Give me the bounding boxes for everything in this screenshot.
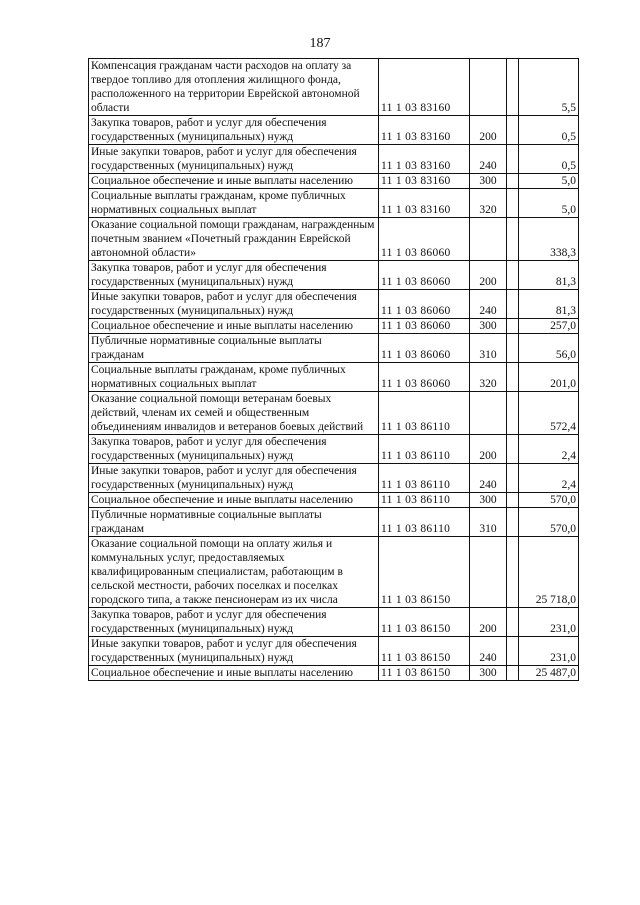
row-empty-cell bbox=[507, 174, 519, 189]
row-empty-cell bbox=[507, 537, 519, 608]
table-row bbox=[89, 334, 579, 363]
row-type: 240 bbox=[470, 464, 507, 493]
row-sum: 5,5 bbox=[519, 59, 579, 116]
row-type: 300 bbox=[470, 319, 507, 334]
row-type: 310 bbox=[470, 334, 507, 363]
table-row bbox=[89, 116, 579, 145]
row-name: Социальное обеспечение и иные выплаты населению bbox=[89, 319, 379, 334]
row-sum: 338,3 bbox=[519, 218, 579, 261]
row-empty-cell bbox=[507, 145, 519, 174]
row-name: Социальное обеспечение и иные выплаты населению bbox=[89, 174, 379, 189]
row-sum: 570,0 bbox=[519, 508, 579, 537]
row-name: Иные закупки товаров, работ и услуг для обеспечения государственных (муниципальных) нужд bbox=[89, 637, 379, 666]
row-sum: 257,0 bbox=[519, 319, 579, 334]
row-empty-cell bbox=[507, 290, 519, 319]
row-code: 11 1 03 86150 bbox=[379, 666, 470, 681]
row-empty-cell bbox=[507, 218, 519, 261]
table-row bbox=[89, 666, 579, 681]
row-code: 11 1 03 86060 bbox=[379, 218, 470, 261]
table-row bbox=[89, 392, 579, 435]
row-type: 300 bbox=[470, 493, 507, 508]
row-type: 320 bbox=[470, 189, 507, 218]
row-type: 300 bbox=[470, 174, 507, 189]
row-empty-cell bbox=[507, 637, 519, 666]
budget-table bbox=[88, 58, 579, 681]
row-type: 200 bbox=[470, 116, 507, 145]
row-type: 310 bbox=[470, 508, 507, 537]
budget-table-body bbox=[89, 59, 579, 681]
row-code: 11 1 03 86110 bbox=[379, 493, 470, 508]
row-code: 11 1 03 83160 bbox=[379, 116, 470, 145]
row-sum: 81,3 bbox=[519, 261, 579, 290]
row-type bbox=[470, 59, 507, 116]
row-name: Социальные выплаты гражданам, кроме публичных нормативных социальных выплат bbox=[89, 363, 379, 392]
row-name: Социальные выплаты гражданам, кроме публичных нормативных социальных выплат bbox=[89, 189, 379, 218]
table-row bbox=[89, 145, 579, 174]
row-code: 11 1 03 86060 bbox=[379, 319, 470, 334]
row-sum: 25 718,0 bbox=[519, 537, 579, 608]
row-code: 11 1 03 86060 bbox=[379, 290, 470, 319]
table-row bbox=[89, 319, 579, 334]
row-sum: 5,0 bbox=[519, 189, 579, 218]
row-sum: 5,0 bbox=[519, 174, 579, 189]
row-empty-cell bbox=[507, 464, 519, 493]
row-sum: 231,0 bbox=[519, 608, 579, 637]
row-name: Оказание социальной помощи ветеранам боевых действий, членам их семей и общественным объединениям инвалидов и ветеранов боевых действий bbox=[89, 392, 379, 435]
table-row bbox=[89, 174, 579, 189]
row-code: 11 1 03 86060 bbox=[379, 261, 470, 290]
row-name: Закупка товаров, работ и услуг для обеспечения государственных (муниципальных) нужд bbox=[89, 435, 379, 464]
row-sum: 81,3 bbox=[519, 290, 579, 319]
row-type: 200 bbox=[470, 435, 507, 464]
row-empty-cell bbox=[507, 189, 519, 218]
row-type: 240 bbox=[470, 290, 507, 319]
row-type bbox=[470, 392, 507, 435]
row-sum: 231,0 bbox=[519, 637, 579, 666]
row-type: 240 bbox=[470, 637, 507, 666]
row-type bbox=[470, 218, 507, 261]
row-code: 11 1 03 83160 bbox=[379, 59, 470, 116]
row-name: Социальное обеспечение и иные выплаты населению bbox=[89, 493, 379, 508]
table-row bbox=[89, 435, 579, 464]
row-name: Иные закупки товаров, работ и услуг для обеспечения государственных (муниципальных) нужд bbox=[89, 464, 379, 493]
table-row bbox=[89, 464, 579, 493]
row-empty-cell bbox=[507, 608, 519, 637]
table-row bbox=[89, 363, 579, 392]
row-empty-cell bbox=[507, 59, 519, 116]
row-name: Социальное обеспечение и иные выплаты населению bbox=[89, 666, 379, 681]
row-sum: 25 487,0 bbox=[519, 666, 579, 681]
row-type bbox=[470, 537, 507, 608]
row-type: 200 bbox=[470, 261, 507, 290]
row-sum: 570,0 bbox=[519, 493, 579, 508]
row-name: Оказание социальной помощи на оплату жилья и коммунальных услуг, предоставляемых квалифицированным специалистам, работающим в сельской местности, рабочих поселках и поселках городского типа, а также пенсионерам из их числа bbox=[89, 537, 379, 608]
table-row bbox=[89, 608, 579, 637]
row-name: Компенсация гражданам части расходов на оплату за твердое топливо для отопления жилищного фонда, расположенного на территории Еврейской автономной области bbox=[89, 59, 379, 116]
row-sum: 2,4 bbox=[519, 464, 579, 493]
row-sum: 56,0 bbox=[519, 334, 579, 363]
row-name: Закупка товаров, работ и услуг для обеспечения государственных (муниципальных) нужд bbox=[89, 261, 379, 290]
table-row bbox=[89, 218, 579, 261]
row-name: Публичные нормативные социальные выплаты гражданам bbox=[89, 508, 379, 537]
row-name: Иные закупки товаров, работ и услуг для обеспечения государственных (муниципальных) нужд bbox=[89, 290, 379, 319]
table-row bbox=[89, 290, 579, 319]
table-row bbox=[89, 637, 579, 666]
table-row bbox=[89, 59, 579, 116]
row-name: Публичные нормативные социальные выплаты гражданам bbox=[89, 334, 379, 363]
row-empty-cell bbox=[507, 319, 519, 334]
row-name: Оказание социальной помощи гражданам, награжденным почетным званием «Почетный гражданин Еврейской автономной области» bbox=[89, 218, 379, 261]
row-code: 11 1 03 83160 bbox=[379, 145, 470, 174]
row-type: 200 bbox=[470, 608, 507, 637]
row-sum: 2,4 bbox=[519, 435, 579, 464]
row-name: Закупка товаров, работ и услуг для обеспечения государственных (муниципальных) нужд bbox=[89, 116, 379, 145]
row-code: 11 1 03 86110 bbox=[379, 464, 470, 493]
row-name: Закупка товаров, работ и услуг для обеспечения государственных (муниципальных) нужд bbox=[89, 608, 379, 637]
table-row bbox=[89, 261, 579, 290]
row-sum: 0,5 bbox=[519, 145, 579, 174]
row-sum: 201,0 bbox=[519, 363, 579, 392]
row-code: 11 1 03 86060 bbox=[379, 334, 470, 363]
row-code: 11 1 03 83160 bbox=[379, 189, 470, 218]
row-empty-cell bbox=[507, 666, 519, 681]
row-code: 11 1 03 86150 bbox=[379, 537, 470, 608]
row-code: 11 1 03 83160 bbox=[379, 174, 470, 189]
table-row bbox=[89, 189, 579, 218]
row-empty-cell bbox=[507, 508, 519, 537]
row-sum: 572,4 bbox=[519, 392, 579, 435]
page-number: 187 bbox=[309, 36, 331, 51]
row-code: 11 1 03 86110 bbox=[379, 508, 470, 537]
row-empty-cell bbox=[507, 334, 519, 363]
table-row bbox=[89, 537, 579, 608]
row-type: 320 bbox=[470, 363, 507, 392]
row-sum: 0,5 bbox=[519, 116, 579, 145]
row-empty-cell bbox=[507, 392, 519, 435]
row-code: 11 1 03 86110 bbox=[379, 392, 470, 435]
row-code: 11 1 03 86150 bbox=[379, 637, 470, 666]
row-empty-cell bbox=[507, 261, 519, 290]
row-empty-cell bbox=[507, 363, 519, 392]
row-empty-cell bbox=[507, 116, 519, 145]
table-row bbox=[89, 508, 579, 537]
row-code: 11 1 03 86150 bbox=[379, 608, 470, 637]
row-type: 240 bbox=[470, 145, 507, 174]
row-code: 11 1 03 86110 bbox=[379, 435, 470, 464]
row-name: Иные закупки товаров, работ и услуг для обеспечения государственных (муниципальных) нужд bbox=[89, 145, 379, 174]
row-type: 300 bbox=[470, 666, 507, 681]
row-code: 11 1 03 86060 bbox=[379, 363, 470, 392]
row-empty-cell bbox=[507, 435, 519, 464]
table-row bbox=[89, 493, 579, 508]
row-empty-cell bbox=[507, 493, 519, 508]
